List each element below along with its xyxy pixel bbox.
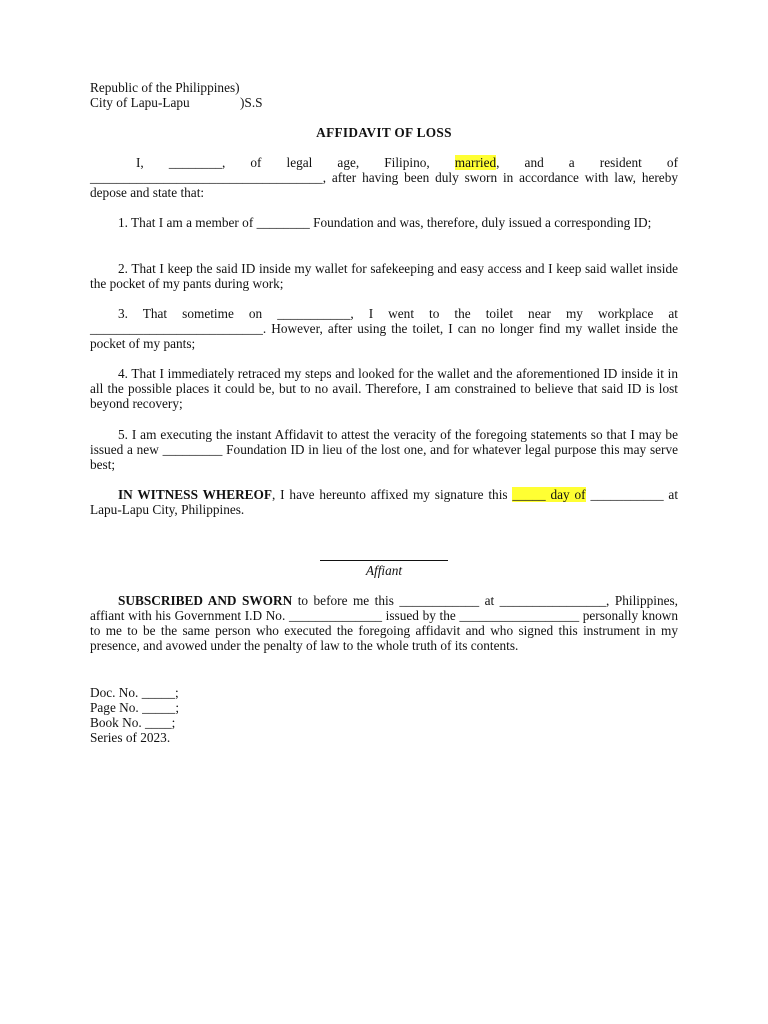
witness-text-2: ___________ at Lapu-Lapu City, Philippines. bbox=[90, 487, 679, 517]
item-5: 5. I am executing the instant Affidavit to attest the veracity of the foregoing statements so that I may be issued a new _________ Foundation ID in lieu of the lost one, and for whatever legal purpose this may serve best; bbox=[90, 427, 678, 472]
jurat-paragraph bbox=[90, 593, 678, 653]
intro-text-2: , and a resident of ___________________________________, after having been duly sworn in accordance with law, hereby depose and state that: bbox=[90, 155, 679, 200]
doc-no: Doc. No. _____; bbox=[90, 685, 179, 700]
series: Series of 2023. bbox=[90, 730, 171, 745]
signature-line bbox=[320, 560, 448, 561]
married-highlight: married bbox=[454, 155, 497, 170]
witness-paragraph bbox=[90, 487, 678, 517]
header-city bbox=[90, 95, 190, 110]
header-republic: Republic of the Philippines) bbox=[90, 80, 240, 95]
jurat-bold: SUBSCRIBED AND SWORN bbox=[118, 593, 293, 608]
jurat-text: to before me this ____________ at ________________, Philippines, affiant with his Government I.D No. ______________ issued by the __________________ personally known to me to be the same person who executed the foregoing affidavit and who signed this instrument in my presence, and avowed under the penalty of law to the whole truth of its contents. bbox=[90, 593, 679, 653]
document-title: AFFIDAVIT OF LOSS bbox=[316, 125, 452, 140]
page-no: Page No. _____; bbox=[90, 700, 180, 715]
day-of-highlight: _____ day of bbox=[512, 487, 586, 502]
intro-paragraph bbox=[90, 155, 678, 200]
item-2: 2. That I keep the said ID inside my wallet for safekeeping and easy access and I keep said wallet inside the pocket of my pants during work; bbox=[90, 261, 678, 291]
item-4: 4. That I immediately retraced my steps and looked for the wallet and the aforementioned ID inside it in all the possible places it could be, but to no avail. Therefore, I am constrained to believe that said ID is lost beyond recovery; bbox=[90, 366, 678, 411]
affiant-label: Affiant bbox=[365, 563, 403, 578]
header-city-name: City of Lapu-Lapu bbox=[90, 95, 190, 110]
book-no: Book No. ____; bbox=[90, 715, 176, 730]
item-1: 1. That I am a member of ________ Foundation and was, therefore, duly issued a corresponding ID; bbox=[118, 215, 652, 230]
header-ss: )S.S bbox=[240, 95, 263, 110]
witness-text: , I have hereunto affixed my signature this bbox=[272, 487, 508, 502]
witness-bold: IN WITNESS WHEREOF bbox=[118, 487, 273, 502]
intro-text-1: I, ________, of legal age, Filipino, bbox=[136, 155, 430, 170]
item-3: 3. That sometime on ___________, I went to the toilet near my workplace at __________________________. However, after using the toilet, I can no longer find my wallet inside the pocket of my pants; bbox=[90, 306, 678, 351]
